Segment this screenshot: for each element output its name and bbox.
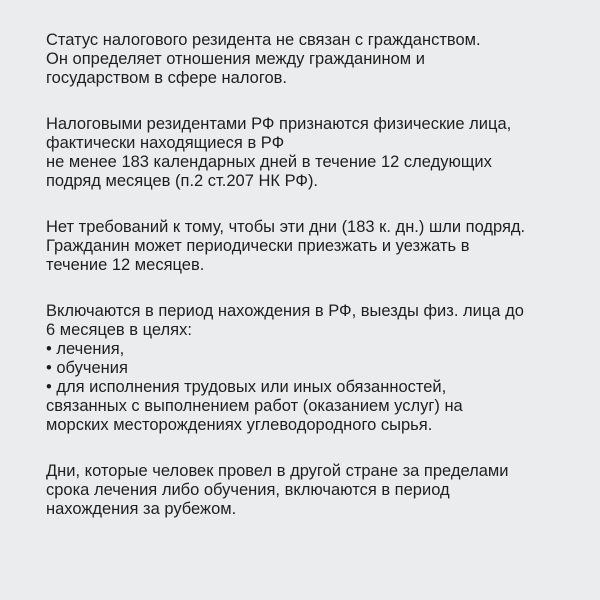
text-line: Налоговыми резидентами РФ признаются физические лица, (46, 115, 512, 133)
text-line: Нет требований к тому, чтобы эти дни (183 к. дн.) шли подряд. (46, 218, 526, 236)
paragraph-tax-resident-status (46, 31, 570, 88)
paragraph-included-departures (46, 302, 570, 435)
text-line: Статус налогового резидента не связан с гражданством. (46, 31, 481, 49)
list-item-treatment: • лечения, (46, 340, 125, 358)
list-item-duties: • для исполнения трудовых или иных обязанностей, (46, 378, 447, 396)
paragraph-residency-criteria (46, 115, 570, 191)
paragraph-non-consecutive-days (46, 218, 570, 275)
text-line: Он определяет отношения между гражданином и (46, 50, 425, 68)
text-line: срока лечения либо обучения, включаются в период (46, 481, 450, 499)
list-item-education: • обучения (46, 359, 128, 377)
text-line: подряд месяцев (п.2 ст.207 НК РФ). (46, 172, 319, 190)
text-line: Гражданин может периодически приезжать и уезжать в (46, 237, 470, 255)
text-line: Дни, которые человек провел в другой стране за пределами (46, 462, 509, 480)
text-line: нахождения за рубежом. (46, 500, 237, 518)
text-line: не менее 183 календарных дней в течение 12 следующих (46, 153, 492, 171)
text-line: фактически находящиеся в РФ (46, 134, 285, 152)
text-line: Включаются в период нахождения в РФ, выезды физ. лица до (46, 302, 524, 320)
paragraph-days-abroad (46, 462, 570, 519)
text-line: 6 месяцев в целях: (46, 321, 192, 339)
text-line: течение 12 месяцев. (46, 256, 205, 274)
text-line: морских месторождениях углеводородного сырья. (46, 416, 433, 434)
text-line: связанных с выполнением работ (оказанием услуг) на (46, 397, 463, 415)
text-line: государством в сфере налогов. (46, 69, 288, 87)
